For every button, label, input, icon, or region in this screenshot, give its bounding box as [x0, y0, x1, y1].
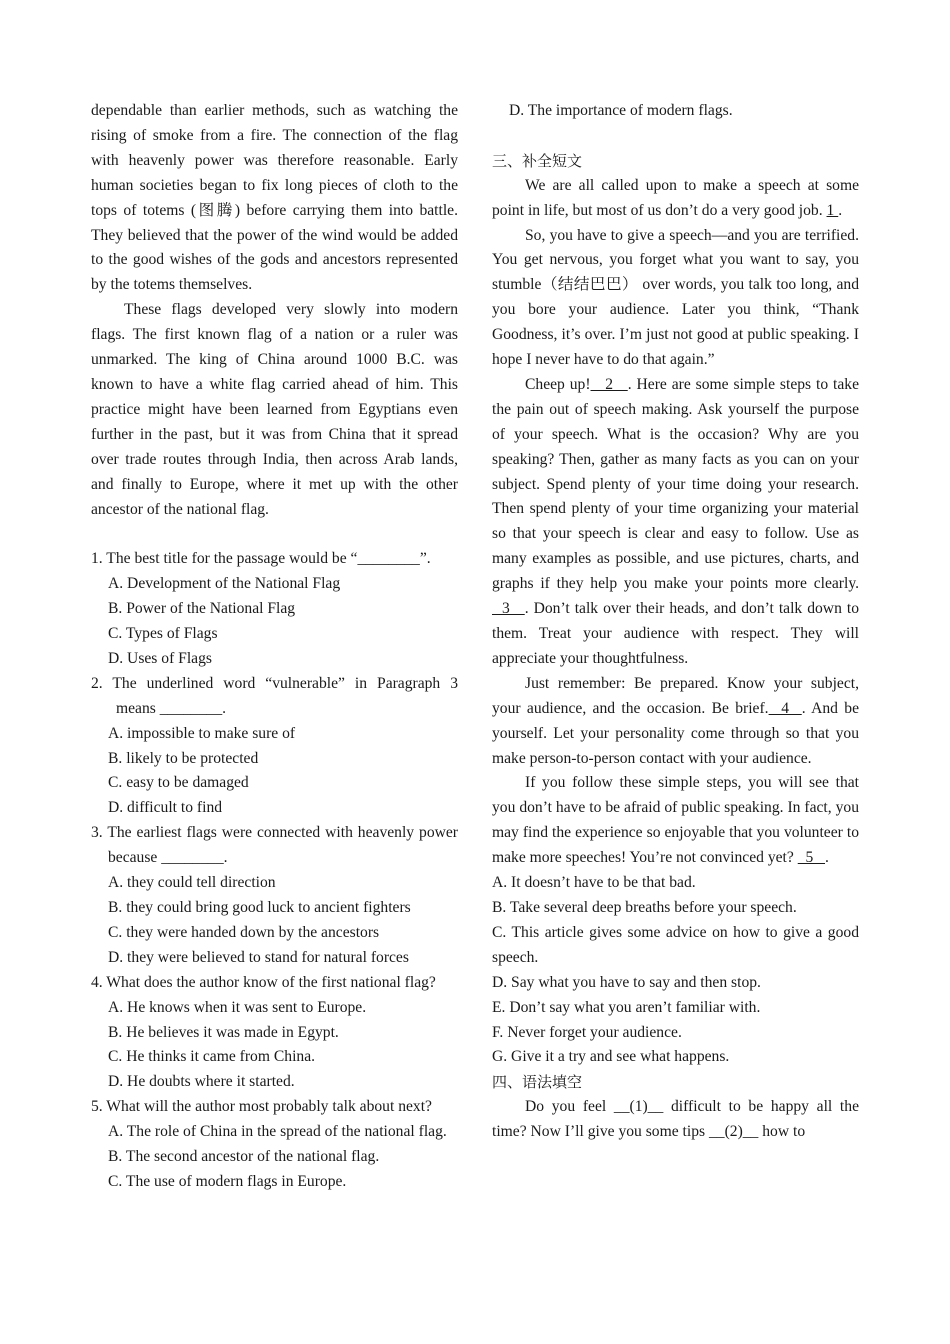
passage-paragraph: Cheep up! 2 . Here are some simple steps to take the pain out of speech making. Ask yourself the purpose of your speech. What is the occasion? Why are you speaking? Then, gather as many facts as you can on your subject. Spend plenty of your time doing your research. Then spend plenty of your time organizing your material so that your speech is clear and easy to follow. Use as many examples as possible, and use pictures, charts, and graphs if they help you make your points more clearly. 3 . Don’t talk over their heads, and don’t talk down to them. Treat your audience with respect. They will appreciate your thoughtfulness.: [492, 375, 860, 667]
passage-paragraph: dependable than earlier methods, such as watching the rising of smoke from a fire. The connection of the flag with heavenly power was therefore reasonable. Early human societies began to fix long pieces of cloth to the tops of totems (图腾) before carrying them into battle. They believed that the power of the wind would be added to the good wishes of the gods and ancestors represented by the totems themselves.: [91, 102, 458, 294]
answer-option: B. Take several deep breaths before your speech.: [492, 898, 797, 916]
blank-5: 5: [797, 849, 826, 867]
question-2: 2. The underlined word “vulnerable” in Paragraph 3 means ________.: [91, 674, 458, 717]
blank-1: 1: [826, 201, 839, 219]
option: A. they could tell direction: [108, 874, 276, 892]
question-3: 3. The earliest flags were connected with heavenly power because ________.: [91, 824, 458, 867]
answer-option: A. It doesn’t have to be that bad.: [492, 874, 696, 892]
option: D. difficult to find: [108, 799, 223, 817]
option: A. The role of China in the spread of the national flag.: [108, 1123, 447, 1141]
option: C. He thinks it came from China.: [108, 1048, 316, 1066]
passage-paragraph: So, you have to give a speech—and you are terrified. You get nervous, you forget what you want to say, you stumble（结结巴巴） over words, you talk too long, and you bore your audience. Later you think, “Thank Goodness, it’s over. I’m just not good at public speaking. I hope I never have to do that again.”: [492, 226, 859, 369]
passage-paragraph: We are all called upon to make a speech at some point in life, but most of us don’t do a very good job. 1 .: [492, 176, 859, 219]
answer-option: C. This article gives some advice on how to give a good speech.: [492, 923, 859, 966]
left-column: [91, 99, 458, 1195]
blank-2: 2: [590, 375, 628, 393]
blank-4: 4: [768, 699, 802, 717]
section-4-title: 四、语法填空: [492, 1073, 583, 1092]
right-column: [492, 99, 859, 1145]
blank-3: 3: [492, 600, 525, 618]
passage-paragraph: These flags developed very slowly into modern flags. The first known flag of a nation or a ruler was unmarked. The king of China around 1000 B.C. was known to have a white flag carried ahead of him. This practice might have been learned from Egyptians even further in the past, but it was from China that it spread over trade routes through India, then across Arab lands, and finally to Europe, where it met up with the other ancestor of the national flag.: [91, 301, 458, 518]
option: B. He believes it was made in Egypt.: [108, 1023, 339, 1041]
option: C. The use of modern flags in Europe.: [108, 1172, 347, 1190]
option: B. Power of the National Flag: [108, 600, 296, 618]
passage-paragraph: Do you feel __(1)__ difficult to be happy all the time? Now I’ll give you some tips __(2)__ how to: [492, 1098, 859, 1141]
question-1: 1. The best title for the passage would be “________”.: [91, 550, 431, 568]
answer-option: G. Give it a try and see what happens.: [492, 1048, 730, 1066]
passage-paragraph: Just remember: Be prepared. Know your subject, your audience, and the occasion. Be brief. 4 . And be yourself. Let your personality come through so that you make person-to-person contact with your audience.: [492, 674, 859, 767]
option: D. they were believed to stand for natural forces: [108, 948, 409, 966]
answer-option: F. Never forget your audience.: [492, 1023, 682, 1041]
option: C. easy to be damaged: [108, 774, 249, 792]
passage-paragraph: If you follow these simple steps, you will see that you don’t have to be afraid of public speaking. In fact, you may find the experience so enjoyable that you volunteer to make more speeches! You’re not convinced yet? 5 .: [492, 774, 859, 867]
option: A. Development of the National Flag: [108, 575, 341, 593]
answer-option: E. Don’t say what you aren’t familiar with.: [492, 998, 761, 1016]
option: B. likely to be protected: [108, 749, 259, 767]
option: B. they could bring good luck to ancient fighters: [108, 898, 411, 916]
option: B. The second ancestor of the national flag.: [108, 1148, 380, 1166]
option: D. He doubts where it started.: [108, 1073, 295, 1091]
option: C. Types of Flags: [108, 625, 218, 643]
section-3-title: 三、补全短文: [492, 151, 583, 170]
option: A. He knows when it was sent to Europe.: [108, 998, 367, 1016]
answer-option: D. Say what you have to say and then stop.: [492, 973, 761, 991]
option: C. they were handed down by the ancestors: [108, 923, 380, 941]
option: A. impossible to make sure of: [108, 724, 296, 742]
option: D. The importance of modern flags.: [509, 102, 733, 119]
question-5: 5. What will the author most probably talk about next?: [91, 1098, 432, 1116]
question-4: 4. What does the author know of the first national flag?: [91, 973, 436, 991]
option: D. Uses of Flags: [108, 649, 212, 667]
